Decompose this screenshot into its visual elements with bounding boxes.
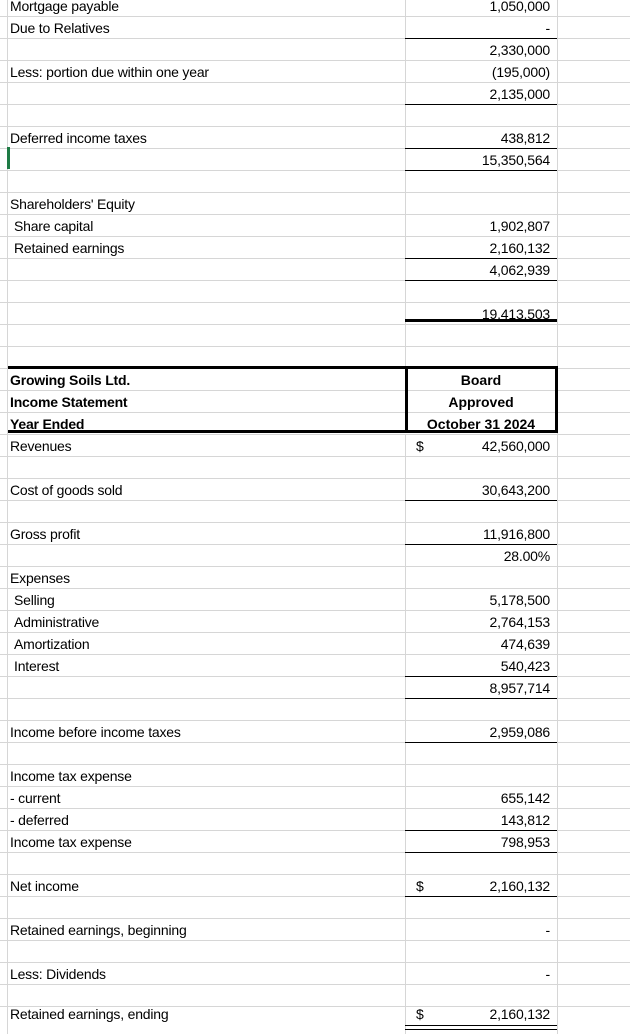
row-company [0, 369, 630, 391]
underline [405, 896, 557, 897]
underline [405, 830, 557, 831]
row-retained-earnings [0, 237, 630, 259]
share-capital-label[interactable]: Share capital [14, 218, 94, 234]
period-date[interactable]: October 31 2024 [426, 416, 536, 432]
row-net-income [0, 875, 630, 897]
re-ending-label[interactable]: Retained earnings, ending [10, 1006, 169, 1022]
expense-value[interactable]: 2,764,153 [489, 614, 550, 630]
row-empty [0, 501, 630, 523]
tax-current-value[interactable]: 655,142 [500, 790, 550, 806]
deferred-taxes-label[interactable]: Deferred income taxes [10, 130, 147, 146]
period-label[interactable]: Year Ended [10, 416, 85, 432]
equity-heading[interactable]: Shareholders' Equity [10, 196, 135, 212]
mortgage-label[interactable]: Mortgage payable [10, 0, 119, 14]
tax-deferred-value[interactable]: 143,812 [500, 812, 550, 828]
tax-total-value[interactable]: 798,953 [500, 834, 550, 850]
row-deferred-taxes [0, 127, 630, 149]
row-equity-heading [0, 193, 630, 215]
dividends-value[interactable]: - [545, 966, 550, 982]
underline [405, 852, 557, 853]
row-empty [0, 171, 630, 193]
expense-value[interactable]: 5,178,500 [489, 592, 550, 608]
expense-label[interactable]: Administrative [14, 614, 100, 630]
total-expenses-value[interactable]: 8,957,714 [489, 680, 550, 696]
underline [405, 104, 557, 105]
due-relatives-value[interactable]: - [545, 20, 550, 36]
gross-profit-label[interactable]: Gross profit [10, 526, 80, 542]
row-total-expenses [0, 677, 630, 699]
active-cell-indicator [7, 147, 10, 169]
underline [405, 698, 557, 699]
underline [405, 1029, 557, 1030]
header-box-left [405, 366, 408, 433]
row-expenses-heading [0, 567, 630, 589]
double-underline [405, 319, 557, 322]
expense-value[interactable]: 474,639 [500, 636, 550, 652]
expense-label[interactable]: Selling [14, 592, 55, 608]
re-ending-value[interactable]: 2,160,132 [489, 1006, 550, 1022]
row-tax-deferred [0, 809, 630, 831]
long-term-total-value[interactable]: 2,135,000 [489, 86, 550, 102]
underline [405, 544, 557, 545]
row-income-before-tax [0, 721, 630, 743]
row-re-beginning [0, 919, 630, 941]
row-expense-amortization [0, 633, 630, 655]
gross-margin-value[interactable]: 28.00% [503, 548, 550, 564]
expenses-heading[interactable]: Expenses [10, 570, 70, 586]
expense-value[interactable]: 540,423 [500, 658, 550, 674]
underline [405, 170, 557, 171]
underline [405, 1025, 557, 1026]
underline [405, 742, 557, 743]
row-tax-total [0, 831, 630, 853]
expense-label[interactable]: Amortization [14, 636, 90, 652]
company-name[interactable]: Growing Soils Ltd. [10, 372, 131, 388]
underline [405, 500, 557, 501]
row-mortgage [0, 0, 630, 17]
row-empty [0, 897, 630, 919]
row-empty [0, 853, 630, 875]
cogs-value[interactable]: 30,643,200 [481, 482, 550, 498]
row-empty [0, 281, 630, 303]
currency-symbol: $ [416, 438, 424, 454]
row-subtotal [0, 39, 630, 61]
underline [405, 280, 557, 281]
status-line-1[interactable]: Board [460, 372, 502, 388]
less-current-label[interactable]: Less: portion due within one year [10, 64, 209, 80]
expense-label[interactable]: Interest [14, 658, 60, 674]
net-income-label[interactable]: Net income [10, 878, 79, 894]
tax-deferred-label[interactable]: - deferred [10, 812, 69, 828]
row-expense-admin [0, 611, 630, 633]
underline [405, 676, 557, 677]
net-income-value[interactable]: 2,160,132 [489, 878, 550, 894]
dividends-label[interactable]: Less: Dividends [10, 966, 106, 982]
retained-earnings-label[interactable]: Retained earnings [14, 240, 125, 256]
row-revenues [0, 435, 630, 457]
total-equity-value[interactable]: 4,062,939 [489, 262, 550, 278]
less-current-value[interactable]: (195,000) [491, 64, 550, 80]
row-empty [0, 457, 630, 479]
row-empty [0, 699, 630, 721]
tax-total-label[interactable]: Income tax expense [10, 834, 132, 850]
header-box-bottom [8, 430, 558, 433]
header-box-right [555, 366, 558, 433]
revenues-label[interactable]: Revenues [10, 438, 72, 454]
underline [405, 148, 557, 149]
statement-title[interactable]: Income Statement [10, 394, 128, 410]
total-liab-equity-value[interactable]: 19,413,503 [481, 306, 550, 322]
header-box-top [8, 366, 558, 369]
row-cogs [0, 479, 630, 501]
re-beginning-label[interactable]: Retained earnings, beginning [10, 922, 187, 938]
underline [405, 38, 557, 39]
row-due-relatives [0, 17, 630, 39]
deferred-taxes-value[interactable]: 438,812 [500, 130, 550, 146]
income-before-tax-label[interactable]: Income before income taxes [10, 724, 181, 740]
row-gross-margin [0, 545, 630, 567]
tax-current-label[interactable]: - current [10, 790, 61, 806]
row-empty [0, 941, 630, 963]
status-line-2[interactable]: Approved [448, 394, 514, 410]
row-tax-current [0, 787, 630, 809]
cogs-label[interactable]: Cost of goods sold [10, 482, 123, 498]
row-share-capital [0, 215, 630, 237]
share-capital-value[interactable]: 1,902,807 [489, 218, 550, 234]
row-empty [0, 105, 630, 127]
currency-symbol: $ [416, 878, 424, 894]
row-empty [0, 743, 630, 765]
income-before-tax-value[interactable]: 2,959,086 [489, 724, 550, 740]
row-gross-profit [0, 523, 630, 545]
row-total-liabilities [0, 149, 630, 171]
revenues-value[interactable]: 42,560,000 [481, 438, 550, 454]
due-relatives-label[interactable]: Due to Relatives [10, 20, 110, 36]
row-dividends [0, 963, 630, 985]
underline [405, 258, 557, 259]
tax-heading[interactable]: Income tax expense [10, 768, 132, 784]
row-tax-heading [0, 765, 630, 787]
row-expense-interest [0, 655, 630, 677]
gross-profit-value[interactable]: 11,916,800 [482, 526, 550, 542]
row-expense-selling [0, 589, 630, 611]
re-beginning-value[interactable]: - [545, 922, 550, 938]
row-empty [0, 325, 630, 347]
subtotal-value[interactable]: 2,330,000 [489, 42, 550, 58]
currency-symbol: $ [416, 1006, 424, 1022]
row-statement-title [0, 391, 630, 413]
retained-earnings-value[interactable]: 2,160,132 [489, 240, 550, 256]
row-less-current [0, 61, 630, 83]
row-total-equity [0, 259, 630, 281]
row-long-term-total [0, 83, 630, 105]
mortgage-value[interactable]: 1,050,000 [489, 0, 550, 14]
total-liabilities-value[interactable]: 15,350,564 [481, 152, 550, 168]
